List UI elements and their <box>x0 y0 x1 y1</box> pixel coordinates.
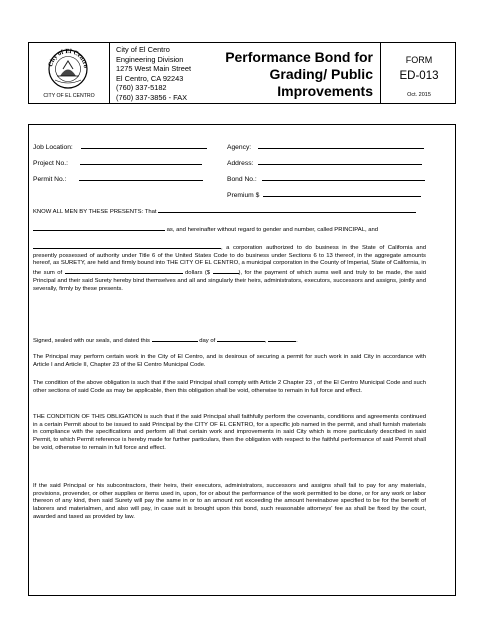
surety-paragraph <box>33 243 426 293</box>
title-line: Grading/ Public <box>269 66 373 82</box>
permit-no-field <box>33 174 203 183</box>
bond-no-input[interactable] <box>262 174 425 181</box>
agency-input[interactable] <box>258 142 424 149</box>
principal-name-input[interactable] <box>158 207 416 213</box>
job-location-input[interactable] <box>81 142 207 149</box>
logo-ring-text: City of El Centro <box>47 47 90 69</box>
address-label: Address: <box>227 160 254 167</box>
surety-text-2a: dollars ($ <box>185 270 211 277</box>
project-no-field <box>33 158 202 167</box>
title-cell <box>212 43 381 103</box>
condition-caps-rest: is such that if the said Principal shall faithfully perform the covenants, conditions and agreements continued in a certain Permit about to be issued to said Principal by the CITY OF EL CENTRO, for a specific job named in the permit, and shall furnish materials in compliance with the specifications and perform all that certain work and improvements in said City which is more particularly described in said Permit, to which Permit reference is hereby made for further particulars, then the obligation with respect to the faithful performance of said Permit shall be void, otherwise to remain in full force and effect. <box>33 414 426 451</box>
surety-name-input[interactable] <box>33 243 221 249</box>
address-input[interactable] <box>258 158 422 165</box>
surety-text-2b: ), for the payment of which sums well and truly to be made, the said Principal and their said Surety hereby bind themselves and all and singularly their heirs, administrators, executors, successors and assigns, jointly and severally, firmly by these presents. <box>33 270 427 292</box>
principal-line <box>33 225 426 235</box>
premium-label: Premium $ <box>227 192 260 199</box>
signed-text-d: . <box>296 338 298 344</box>
address-line: Engineering Division <box>116 54 184 64</box>
logo-cell <box>29 43 110 103</box>
permit-no-input[interactable] <box>79 174 203 181</box>
project-no-label: Project No.: <box>33 160 68 167</box>
permit-no-label: Permit No.: <box>33 176 67 183</box>
signed-text-c: , <box>264 338 267 344</box>
premium-field <box>227 190 421 199</box>
principal-perform-paragraph: The Principal may perform certain work in the City of El Centro, and is desirous of securing a permit for such work in said City in accordance with Article I and Article II, Chapter 23 of the El Centro Municipal Code. <box>33 354 426 368</box>
form-number: ED-013 <box>399 70 439 82</box>
address-field <box>227 158 422 167</box>
bond-no-field <box>227 174 425 183</box>
amount-number-input[interactable] <box>213 268 239 274</box>
address-line: 1275 West Main Street <box>116 64 192 74</box>
condition-caps-lead: THE CONDITION OF THIS OBLIGATION <box>33 414 143 420</box>
signed-line <box>33 336 426 346</box>
principal-tail-text: as, and hereinafter without regard to gender and number, called PRINCIPAL, and <box>166 227 379 233</box>
form-header <box>28 42 456 104</box>
address-line: City of El Centro <box>116 45 170 54</box>
bond-no-label: Bond No.: <box>227 176 257 183</box>
logo-caption: CITY OF EL CENTRO <box>43 93 95 99</box>
condition-above-paragraph: The condition of the above obligation is such that if the said Principal shall comply with Article 2 Chapter 23 , of the El Centro Municipal Code and such other sections of said Code as may be applicable, then this obligation shall be void, otherwise to remain in full force and effect. <box>33 380 426 394</box>
signed-text-a: Signed, sealed with our seals, and dated this <box>33 338 150 344</box>
principal-name-cont-input[interactable] <box>33 225 165 231</box>
form-label: FORM <box>405 55 433 65</box>
title-line: Performance Bond for <box>225 49 373 65</box>
premium-input[interactable] <box>263 190 421 197</box>
know-all-text: KNOW ALL MEN BY THESE PRESENTS: That <box>33 209 157 215</box>
form-date: Oct. 2015 <box>407 92 431 98</box>
surety-text-1: , a corporation authorized to do business in the State of California and presently possessed of authority under Title 6 of the United States Code to do business under Sections 6 to 13 thereof, in the aggregate amounts hereof, as SURETY, are held and firmly bound into THE CITY OF EL CENTRO, a municipal corporation in the County of Imperial, State of California, in the sum of <box>33 245 426 277</box>
job-location-field <box>33 142 207 151</box>
condition-caps-paragraph <box>33 414 426 453</box>
agency-label: Agency: <box>227 144 252 151</box>
city-seal-logo <box>43 45 93 89</box>
address-line: (760) 337-5182 <box>116 83 167 93</box>
form-title <box>213 49 373 100</box>
know-all-line <box>33 207 426 217</box>
signed-year-input[interactable] <box>268 336 296 342</box>
address-line: El Centro, CA 92243 <box>116 73 184 83</box>
address-block <box>116 45 191 103</box>
amount-words-input[interactable] <box>65 268 183 274</box>
subcontractors-paragraph: If the said Principal or his subcontractors, their heirs, their executors, administrators, successors and assigns shall fail to pay for any materials, provisions, provender, or other supplies or items used in, upon, for or about the performance of the work permitted to be done, or for any work or labor thereon of any kind, then said Surety will pay the same in or to an amount not exceeding the amount hereinabove specified to be for the benefit of laborers and materialmen, and also will pay, in case suit is brought upon this bond, such reasonable attorneys' fee as shall be fixed by the court, awarded and taxed as provided by law. <box>33 483 426 520</box>
address-line: (760) 337-3856 - FAX <box>116 92 188 102</box>
job-location-label: Job Location: <box>33 144 73 151</box>
signed-month-input[interactable] <box>217 336 265 342</box>
title-line: Improvements <box>277 83 373 99</box>
signed-text-b: day of <box>199 338 216 344</box>
project-no-input[interactable] <box>80 158 202 165</box>
agency-field <box>227 142 424 151</box>
signed-day-input[interactable] <box>152 336 198 342</box>
